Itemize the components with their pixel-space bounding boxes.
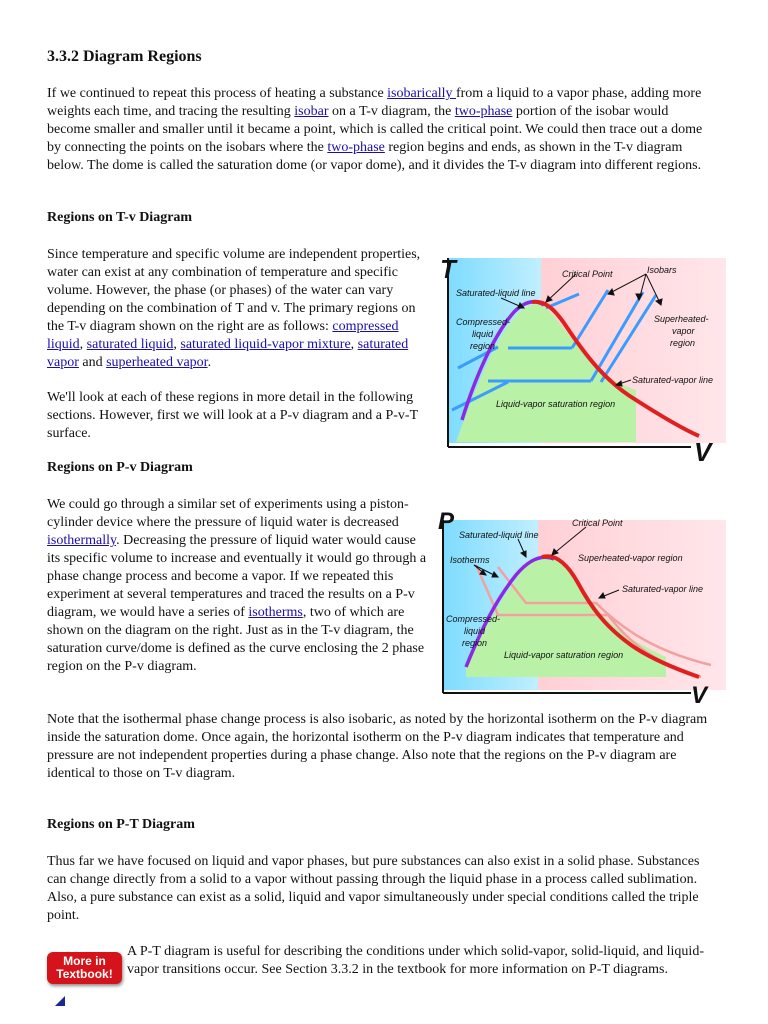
heading-tv-regions: Regions on T-v Diagram <box>47 210 193 225</box>
link-isothermally[interactable]: isothermally <box>47 533 117 548</box>
pv-saturated-vapor-line-label: Saturated-vapor line <box>622 584 704 594</box>
link-isobarically[interactable]: isobarically <box>387 86 456 101</box>
cursor-icon <box>55 996 65 1006</box>
tv-superheated-label-3: region <box>670 338 696 348</box>
link-isotherms[interactable]: isotherms <box>248 605 303 620</box>
link-saturated-liquid-vapor-mixture[interactable]: saturated liquid-vapor mixture <box>180 337 351 352</box>
pv-compressed-label-3: region <box>462 638 488 648</box>
link-two-phase-2[interactable]: two-phase <box>327 140 385 155</box>
pv-paragraph-2: Note that the isothermal phase change process is also isobaric, as noted by the horizontal isotherm on the P-v diagram inside the saturation dome. Once again, the horizontal isotherm on the P-v diagram indicates that temperature and pressure are not independent properties during a phase change. Also note that the regions on the P-v diagram are identical to those on T-v diagram. <box>47 712 708 781</box>
pv-saturated-liquid-line-label: Saturated-liquid line <box>459 530 539 540</box>
pv-axis-v-label: V <box>691 682 708 705</box>
pv-compressed-label-2: liquid <box>464 626 486 636</box>
tv-isobars-label: Isobars <box>647 265 677 275</box>
tv-superheated-label-2: vapor <box>672 326 695 336</box>
pv-paragraph-1: We could go through a similar set of experiments using a piston-cylinder device where the pressure of liquid water is decreased isothermally. Decreasing the pressure of liquid water would cause its specific volume to increase and eventually it would go through a phase change process and become a vapor. If we repeated this experiment at several temperatures and traced the results on a P-v diagram, we would have a series of isotherms, two of which are shown on the diagram on the right. Just as in the T-v diagram, the saturation curve/dome is defined as the curve enclosing the 2 phase region on the P-v diagram. <box>47 497 427 674</box>
link-compressed-liquid[interactable]: compressed liquid <box>47 319 399 352</box>
pv-lv-region-label: Liquid-vapor saturation region <box>504 650 624 660</box>
pv-isotherms-label: Isotherms <box>450 555 490 565</box>
tv-compressed-label-1: Compressed- <box>456 317 511 327</box>
pt-paragraph-2: A P-T diagram is useful for describing the conditions under which solid-vapor, solid-liquid, and liquid-vapor transitions occur. See Section 3.3.2 in the textbook for more information on P-T diagrams. <box>127 944 704 977</box>
heading-pv-regions: Regions on P-v Diagram <box>47 460 193 475</box>
pv-critical-point-label: Critical Point <box>572 518 623 528</box>
tv-axis-t-label: T <box>440 254 456 284</box>
link-saturated-vapor[interactable]: saturated vapor <box>47 337 409 370</box>
more-in-textbook-button[interactable] <box>47 952 122 984</box>
link-isobar[interactable]: isobar <box>294 104 329 119</box>
more-button-line-2: Textbook! <box>56 967 113 981</box>
tv-paragraph-1: Since temperature and specific volume are independent properties, water can exist at any combination of temperature and specific volume. However, the phase (or phases) of the water can vary depending on the combination of T and v. The primary regions on the T-v diagram shown on the right are as follows: compressed liquid, saturated liquid, saturated liquid-vapor mixture, saturated vapor and superheated vapor. <box>47 247 421 370</box>
page-title: 3.3.2 Diagram Regions <box>47 48 202 65</box>
tv-compressed-label-2: liquid <box>472 329 494 339</box>
pt-paragraph-1: Thus far we have focused on liquid and vapor phases, but pure substances can also exist in a solid phase. Substances can change directly from a solid to a vapor without passing through the liquid phase in a process called sublimation. Also, a pure substance can exist as a solid, liquid and vapor simultaneously under special conditions called the triple point. <box>47 854 700 923</box>
link-saturated-liquid[interactable]: saturated liquid <box>86 337 174 352</box>
heading-pt-regions: Regions on P-T Diagram <box>47 817 195 832</box>
link-superheated-vapor[interactable]: superheated vapor <box>106 355 208 370</box>
tv-saturated-vapor-line-label: Saturated-vapor line <box>632 375 714 385</box>
pv-superheated-label: Superheated-vapor region <box>578 553 683 563</box>
tv-diagram <box>436 250 726 465</box>
tv-paragraph-2: We'll look at each of these regions in more detail in the following sections. However, first we will look at a P-v diagram and a P-v-T surface. <box>47 390 418 441</box>
tv-compressed-label-3: region <box>470 341 496 351</box>
link-two-phase[interactable]: two-phase <box>454 104 513 119</box>
pv-axis-p-label: P <box>438 508 455 535</box>
tv-critical-point-label: Critical Point <box>562 269 613 279</box>
tv-superheated-label-1: Superheated- <box>654 314 709 324</box>
more-button-line-1: More in <box>63 954 106 968</box>
pv-compressed-label-1: Compressed- <box>446 614 501 624</box>
intro-paragraph: If we continued to repeat this process of heating a substance isobarically from a liquid to a vapor phase, adding more weights each time, and tracing the resulting isobar on a T-v diagram, the two-phase portion of the isobar would become smaller and smaller until it became a point, which is called the critical point. We could then trace out a dome by connecting the points on the isobars where the two-phase region begins and ends, as shown in the T-v diagram below. The dome is called the saturation dome (or vapor dome), and it divides the T-v diagram into different regions. <box>47 86 703 173</box>
tv-lv-region-label: Liquid-vapor saturation region <box>496 399 616 409</box>
pv-diagram <box>436 505 726 705</box>
tv-saturated-liquid-line-label: Saturated-liquid line <box>456 288 536 298</box>
tv-axis-v-label: V <box>694 437 712 465</box>
